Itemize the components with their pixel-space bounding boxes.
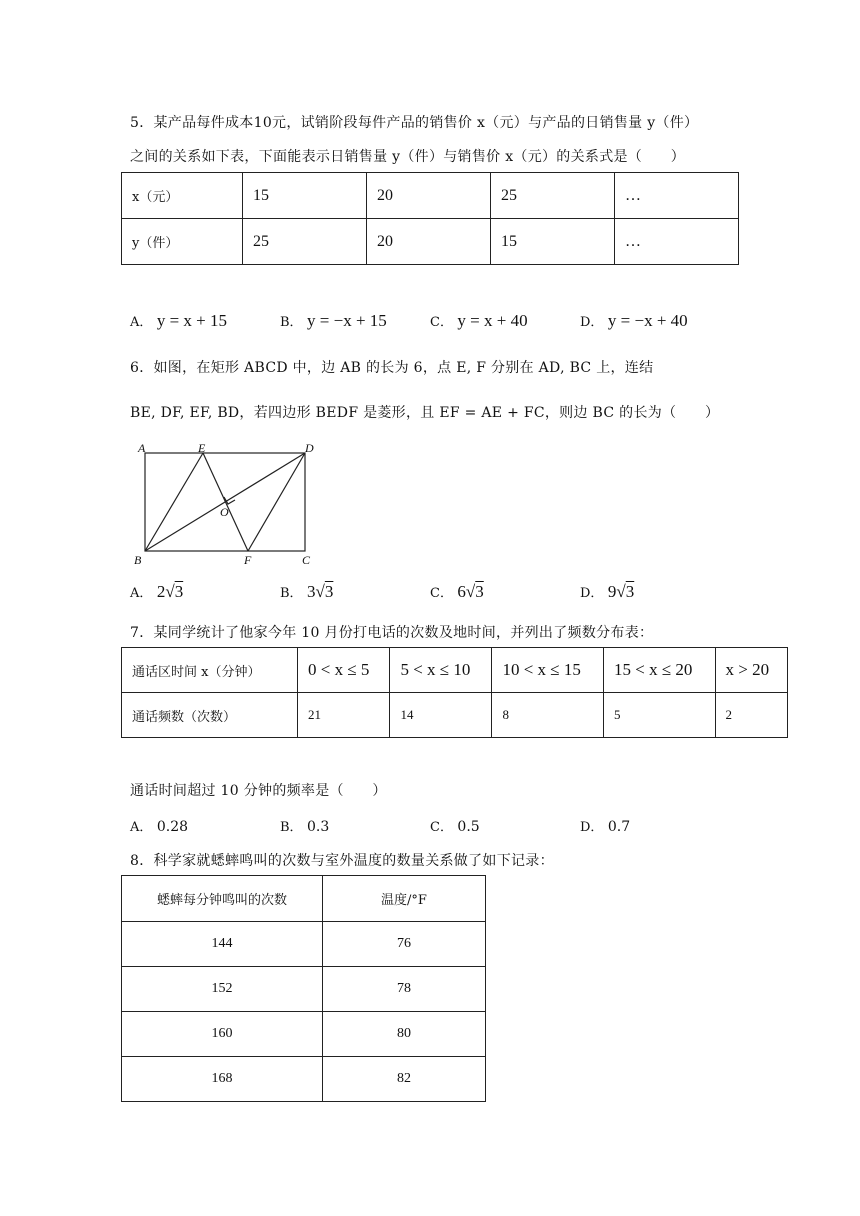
- table-cell: 21: [298, 693, 390, 738]
- q5-table: [121, 172, 739, 265]
- option-radicand: 3: [475, 582, 484, 601]
- table-row: [122, 967, 486, 1012]
- sqrt-icon: √: [465, 582, 476, 601]
- label-d: D: [305, 441, 314, 455]
- table-cell: 10 < x ≤ 15: [492, 648, 604, 693]
- table-row: [122, 693, 788, 738]
- table-row: [122, 876, 486, 922]
- option-text: 0.3: [307, 819, 330, 835]
- table-cell: 温度/°F: [323, 876, 486, 922]
- segment-bd: [145, 453, 305, 551]
- table-cell: 15: [491, 219, 615, 265]
- option-letter: B．: [280, 586, 303, 601]
- table-cell: …: [615, 173, 739, 219]
- segment-be: [145, 453, 203, 551]
- q5-option-d[interactable]: [580, 311, 688, 331]
- table-cell: y（件）: [122, 219, 243, 265]
- option-radicand: 3: [174, 582, 184, 601]
- q7-option-c[interactable]: [430, 816, 480, 835]
- q8-stem: 8．科学家就蟋蟀鸣叫的次数与室外温度的数量关系做了如下记录：: [130, 853, 554, 869]
- q5-option-a[interactable]: [130, 311, 227, 331]
- q7-option-a[interactable]: [130, 816, 188, 835]
- table-cell: 8: [492, 693, 604, 738]
- option-coef: 9: [607, 582, 617, 601]
- option-letter: B．: [280, 315, 303, 330]
- table-cell: 25: [491, 173, 615, 219]
- table-row: [122, 219, 739, 265]
- option-text: y = −x + 15: [307, 311, 387, 330]
- table-cell: 2: [715, 693, 787, 738]
- option-text: y = x + 15: [156, 311, 228, 330]
- segment-fd: [248, 453, 305, 551]
- table-cell: 15: [243, 173, 367, 219]
- sqrt-icon: √: [165, 582, 175, 601]
- q5-stem-line1: 5．某产品每件成本10元，试销阶段每件产品的销售价 x（元）与产品的日销售量 y（件）: [130, 115, 699, 131]
- table-cell: …: [615, 219, 739, 265]
- sqrt-icon: √: [315, 582, 325, 601]
- q6-stem-line1: 6．如图，在矩形 ABCD 中，边 AB 的长为 6，点 E, F 分别在 AD, BC 上，连结: [130, 360, 654, 376]
- q6-option-d[interactable]: [580, 582, 634, 602]
- option-coef: 6: [457, 582, 466, 601]
- table-cell: 通话频数（次数）: [122, 693, 298, 738]
- option-letter: A．: [130, 315, 153, 330]
- option-radicand: 3: [625, 582, 635, 601]
- sqrt-icon: √: [616, 582, 626, 601]
- table-cell: 144: [122, 922, 323, 967]
- q6-option-c[interactable]: [430, 582, 484, 602]
- q6-option-a[interactable]: [130, 582, 183, 602]
- table-cell: 25: [243, 219, 367, 265]
- label-e: E: [198, 441, 206, 455]
- q7-option-b[interactable]: [280, 816, 329, 835]
- table-cell: 0 < x ≤ 5: [298, 648, 390, 693]
- table-row: [122, 922, 486, 967]
- option-text: 0.5: [457, 819, 480, 835]
- option-letter: A．: [130, 820, 153, 835]
- option-text: y = x + 40: [457, 311, 528, 330]
- table-cell: 82: [323, 1057, 486, 1102]
- table-cell: 20: [367, 173, 491, 219]
- table-cell: 14: [390, 693, 492, 738]
- table-cell: 80: [323, 1012, 486, 1057]
- table-cell: x（元）: [122, 173, 243, 219]
- table-cell: x > 20: [715, 648, 787, 693]
- table-cell: 152: [122, 967, 323, 1012]
- table-cell: 20: [367, 219, 491, 265]
- label-b: B: [134, 553, 142, 567]
- table-row: [122, 1012, 486, 1057]
- option-letter: D．: [580, 315, 604, 330]
- label-o: O: [220, 505, 229, 519]
- table-cell: 160: [122, 1012, 323, 1057]
- option-letter: A．: [130, 586, 153, 601]
- q8-table: [121, 875, 486, 1102]
- table-cell: 5 < x ≤ 10: [390, 648, 492, 693]
- option-letter: B．: [280, 820, 303, 835]
- table-row: [122, 173, 739, 219]
- q5-option-c[interactable]: [430, 311, 528, 331]
- option-text: 0.7: [607, 819, 631, 835]
- table-cell: 5: [603, 693, 715, 738]
- option-letter: C．: [430, 820, 453, 835]
- table-cell: 蟋蟀每分钟鸣叫的次数: [122, 876, 323, 922]
- option-radicand: 3: [324, 582, 334, 601]
- q7-question: 通话时间超过 10 分钟的频率是（ ）: [130, 783, 387, 799]
- table-cell: 76: [323, 922, 486, 967]
- option-coef: 3: [307, 582, 316, 601]
- q6-option-b[interactable]: [280, 582, 333, 602]
- q7-table: [121, 647, 788, 738]
- option-text: 0.28: [156, 819, 189, 835]
- q7-option-d[interactable]: [580, 816, 630, 835]
- label-f: F: [244, 553, 252, 567]
- q7-stem: 7．某同学统计了他家今年 10 月份打电话的次数及地时间，并列出了频数分布表：: [130, 625, 654, 641]
- option-text: y = −x + 40: [607, 311, 688, 330]
- table-row: [122, 648, 788, 693]
- label-c: C: [302, 553, 311, 567]
- table-cell: 168: [122, 1057, 323, 1102]
- label-a: A: [138, 441, 146, 455]
- option-letter: D．: [580, 586, 604, 601]
- table-cell: 通话区时间 x（分钟）: [122, 648, 298, 693]
- q6-rectangle-figure: [128, 440, 328, 572]
- option-coef: 2: [156, 582, 166, 601]
- option-letter: D．: [580, 820, 604, 835]
- option-letter: C．: [430, 315, 453, 330]
- option-letter: C．: [430, 586, 453, 601]
- q5-stem-line2: 之间的关系如下表，下面能表示日销售量 y（件）与销售价 x（元）的关系式是（ ）: [130, 149, 686, 165]
- q5-option-b[interactable]: [280, 311, 387, 331]
- table-cell: 78: [323, 967, 486, 1012]
- q6-stem-line2: BE, DF, EF, BD，若四边形 BEDF 是菱形，且 EF = AE + FC，则边 BC 的长为（ ）: [130, 405, 720, 421]
- table-row: [122, 1057, 486, 1102]
- table-cell: 15 < x ≤ 20: [603, 648, 715, 693]
